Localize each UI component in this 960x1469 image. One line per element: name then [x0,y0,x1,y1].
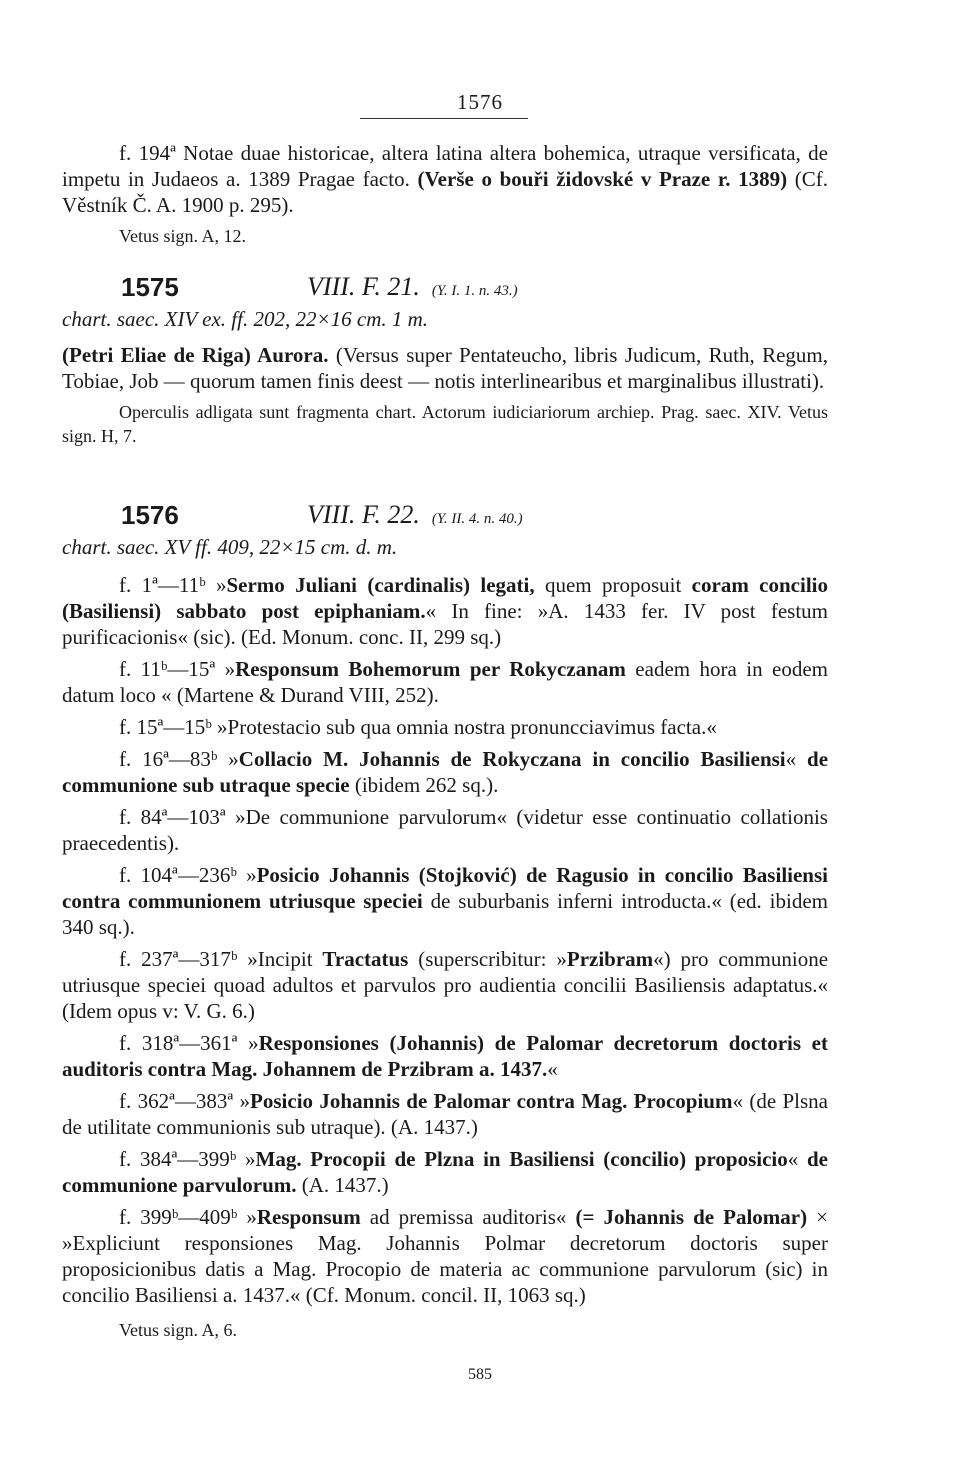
entry-number: 1575 [121,272,179,302]
item-rest: (superscribitur: » [408,947,567,971]
item-tail: «) pro communione utriusque speciei quoad adultos et parvulos pro audientia concilii Basiliensis adaptatus.« (Idem opus v: V. G. 6.) [62,947,829,1023]
item-lead: f. 318ª—361ª » [119,1031,259,1055]
item-tail: « In fine: »A. 1433 fer. IV post festum purificacionis« (sic). (Ed. Monum. conc. II, 299 sq.) [62,599,829,649]
item-rest: de suburbanis inferni introducta.« (ed. ibidem 340 sq.). [62,889,828,939]
list-item [62,804,828,856]
item-lead: f. 84ª—103ª » [119,805,246,829]
item-bold: Responsiones (Johannis) de Palomar decretorum doctoris et auditoris contra Mag. Johannem de Przibram a. 1437. [62,1031,828,1081]
entry-sign: Vetus sign. A, 6. [119,1320,238,1340]
list-item [62,1204,828,1308]
entry-description: chart. saec. XV ff. 409, 22×15 cm. d. m. [62,535,398,559]
item-bold: Posicio Johannis de Palomar contra Mag. Procopium [250,1089,733,1113]
footer-page-number: 585 [468,1366,492,1383]
intro-bold: (Verše o bouři židovské v Praze r. 1389) [417,167,788,191]
signature-text: VIII. F. 21. [307,272,420,301]
item-rest: De communione parvulorum« (videtur esse continuatio collationis praecedentis). [62,805,828,855]
page-number: 1576 [457,90,503,114]
item-lead: f. 362ª—383ª » [119,1089,251,1113]
item-rest: quem proposuit [534,573,692,597]
item-rest: « [547,1057,558,1081]
item-lead: f. 16ª—83ᵇ » [119,747,239,771]
list-item [62,1030,828,1082]
old-reference: (Y. I. 1. n. 43.) [431,283,518,299]
entry-number: 1576 [121,500,179,530]
entry-header [62,270,828,306]
intro-paragraph [62,140,828,218]
entry-1576 [62,498,828,1342]
entry-title [62,342,828,394]
item-bold: Responsum [256,1205,361,1229]
intro-tail: (Cf. Věstník Č. A. 1900 p. 295). [62,167,829,217]
item-tail: (ibidem 262 sq.). [349,773,499,797]
item-bold: Responsum Bohemorum per Rokyczanam [235,657,626,681]
list-item [62,1146,828,1198]
old-reference: (Y. II. 4. n. 40.) [431,511,523,527]
item-lead: f. 1ª—11ᵇ » [119,573,227,597]
entry-1575 [62,270,828,448]
item-bold: Mag. Procopii de Plzna in Basiliensi (concilio) proposicio [255,1147,788,1171]
item-tail: (A. 1437.) [296,1173,389,1197]
intro-sign: Vetus sign. A, 12. [119,226,247,246]
item-tail: × »Expliciunt responsiones Mag. Johannis Polmar decretorum doctoris super proposicionibus datis a Mag. Procopio de materia ac communione parvulorum (sic) in concilio Basiliensi a. 1437.« (Cf. Monum. concil. II, 1063 sq.) [62,1205,829,1307]
list-item [62,746,828,798]
item-rest: « [787,1147,807,1171]
item-bold-2: coram concilio (Basiliensi) sabbato post epiphaniam. [62,573,828,623]
entry-header [62,498,828,534]
signature-text: VIII. F. 22. [307,500,420,529]
list-item [62,714,828,740]
title-bold: (Petri Eliae de Riga) Aurora. [62,343,329,367]
entry-signature [307,500,523,530]
item-bold: Tractatus [322,947,409,971]
list-item [62,1088,828,1140]
title-rest: (Versus super Pentateucho, libris Judicum, Ruth, Regum, Tobiae, Job — quorum tamen finis deest — notis interlinearibus et marginalibus illustrati). [62,343,829,393]
item-lead: f. 399ᵇ—409ᵇ » [119,1205,257,1229]
item-lead: f. 104ª—236ᵇ » [119,863,257,887]
item-bold-2: (= Johannis de Palomar) [575,1205,808,1229]
item-rest: eadem hora in eodem datum loco « (Martene & Durand VIII, 252). [62,657,829,707]
intro-text: f. 194ª Notae duae historicae, altera latina altera bohemica, utraque versificata, de impetu in Judaeos a. 1389 Pragae facto. [62,141,828,191]
item-bold: Collacio M. Johannis de Rokyczana in concilio Basiliensi [238,747,786,771]
entry-note: Operculis adligata sunt fragmenta chart. Actorum iudiciariorum archiep. Prag. saec. XIV. Vetus sign. H, 7. [62,402,828,446]
item-rest: « [785,747,808,771]
item-bold-2: Przibram [566,947,654,971]
list-item [62,572,828,650]
item-bold: Sermo Juliani (cardinalis) legati, [226,573,535,597]
item-bold-2: de communione sub utraque specie [62,747,829,797]
header-rule [360,118,528,119]
item-rest: ad premissa auditoris« [360,1205,576,1229]
item-list [62,572,828,1308]
entry-signature [307,272,518,302]
item-bold-2: de communione parvulorum. [62,1147,828,1197]
item-lead: f. 237ª—317ᵇ »Incipit [119,947,323,971]
list-item [62,946,828,1024]
item-lead: f. 384ª—399ᵇ » [119,1147,256,1171]
item-lead: f. 15ª—15ᵇ » [119,715,228,739]
list-item [62,656,828,708]
item-rest: « (de Plsna de utilitate communionis sub utraque). (A. 1437.) [62,1089,828,1139]
item-bold: Posicio Johannis (Stojković) de Ragusio in concilio Basiliensi contra communionem utriusque speciei [62,863,828,913]
list-item [62,862,828,940]
entry-description: chart. saec. XIV ex. ff. 202, 22×16 cm. 1 m. [62,307,429,331]
item-lead: f. 11ᵇ—15ª » [119,657,236,681]
item-rest: Protestacio sub qua omnia nostra pronuncciavimus facta.« [227,715,717,739]
intro-block [62,140,828,248]
